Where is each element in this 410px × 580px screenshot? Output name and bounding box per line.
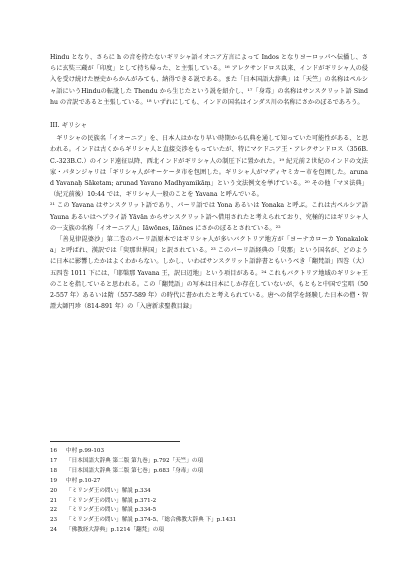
body-text <box>50 52 368 312</box>
footnote-text: 「日本国語大辞典 第二版 第七巻」p.683「身毒」の項 <box>66 467 204 474</box>
paragraph: ギリシャの民族名「イオーニア」を、日本人はかなり早い時期から仏典を通して知っていた可能性がある、と思われる。インドは古くからギリシャ人と直接交渉をもっていたが、特にマケドニア王・アレクサンドロス（356B.C.-323B.C.）のインド遠征以降、西北インドがギリシャ人の制圧下に置かれた。¹⁹ 紀元前２世紀のインドの文法家・パタンジャリは「ギリシャ人がサーケータ市を包囲した。ギリシャ人がマディヤミカー市を包囲した。arunad Yavanaḥ Sāketam; arunad Yavano Madhyamikāṃ」という文法例文を挙げている。²⁰ その他「マヌ法典」（紀元前後）10:44 では、ギリシャ人一般のことを Yavana と呼んでいる。 <box>50 135 368 199</box>
footnotes <box>50 441 368 536</box>
footnote-text: 中村 p.10-27 <box>66 477 101 484</box>
footnote-divider <box>50 441 180 442</box>
footnote <box>50 506 368 516</box>
footnote-text: 中村 p.99-103 <box>66 448 105 454</box>
footnote-number: 22 <box>50 507 58 514</box>
footnote-text: 「日本国語大辞典 第二版 第九巻」p.792「天竺」の項 <box>66 457 204 464</box>
footnote <box>50 447 368 457</box>
footnote-number: 24 <box>50 527 58 534</box>
footnote-number: 19 <box>50 477 58 484</box>
section-heading: III. ギリシャ <box>50 121 88 130</box>
footnote-number: 23 <box>50 517 58 524</box>
paragraph: ²¹ この Yavana はサンスクリット語であり、パーリ語では Yona あるいは Yonaka と呼ぶ。これは古ペルシア語 Yauna あるいはヘブライ語 Yāvān からサンスクリット語へ借用されたと考えられており、究極的にはギリシャ人の一支族の名称「イオーニア人」Iāwōnes, Iāōnes にさかのぼるとされている。²² <box>50 202 368 232</box>
footnote-text: 「佛教経大辞典」p.1214「翻梵」の項 <box>66 527 164 534</box>
footnote-number: 18 <box>50 467 58 474</box>
paragraph: 「善見律毘婆沙」第二巻のパーリ語原本ではギリシャ人が多いバクトリア地方が「ヨーナカローカ Yonakaloka」と呼ばれ、漢訳では「臾那世界国」と訳されている。²³ このパーリ語経典の「臾那」という国名が、どのように日本に影響したかはよくわからない。しかし、いわばサンスクリット語辞書ともいうべき「翻梵語」四巻（大）五四巻 1011 下には、「耶槃那 Yavana 王，訳曰辺地」という項目がある。²⁴ これもバクトリア地域のギリシャ王のことを指していると思われる。この「翻梵語」の写本は日本にしか存在していないが、もともと中国で宝唱（502-557 年）あるいは隋（557-589 年）の時代に書かれたと考えられている。唐への留学を経験した日本の僧・智證大師円珍（814-891 年）の「入唐新求聖教目録」 <box>50 236 368 311</box>
paragraph: Hindu となり、さらに h の音を持たないギリシャ語イオニア方言によって Indos となりヨーロッパへ伝播し、さらに玄奘三蔵が「印度」として持ち帰った、と主張している。¹⁶ アレクサンドロス以来、インドがギリシャ人の侵入を受け続けた歴史からかんがみても、納得できる説である。また「日本国語大辞典」は「天竺」の名称はペルシャ語にいうHinduの転訛した Thendu から生じたという説を紹介し、¹⁷「身毒」の名称はサンスクリット語 Sindhu の音訳であると主張している。¹⁸ いずれにしても、インドの国名はインダス川の名称にさかのぼるであろう。 <box>50 54 368 106</box>
footnote-text: 「ミリンダ王の問い」解説 p.334 <box>66 487 151 494</box>
footnote <box>50 467 368 477</box>
footnote-text: 「ミリンダ王の問い」解説 p.374-5、「総合佛教大辞典 下」p.1431 <box>66 517 237 524</box>
footnote-number: 16 <box>50 448 58 454</box>
footnote <box>50 457 368 467</box>
footnote-text: 「ミリンダ王の問い」解説 p.334-5 <box>66 507 157 514</box>
footnote-number: 20 <box>50 487 58 494</box>
footnote <box>50 477 368 487</box>
footnote-number: 21 <box>50 497 58 504</box>
footnote <box>50 526 368 536</box>
footnote-number: 17 <box>50 457 58 464</box>
footnote <box>50 516 368 526</box>
footnote-text: 「ミリンダ王の問い」解説 p.371-2 <box>66 497 157 504</box>
footnote <box>50 487 368 497</box>
footnote <box>50 497 368 507</box>
